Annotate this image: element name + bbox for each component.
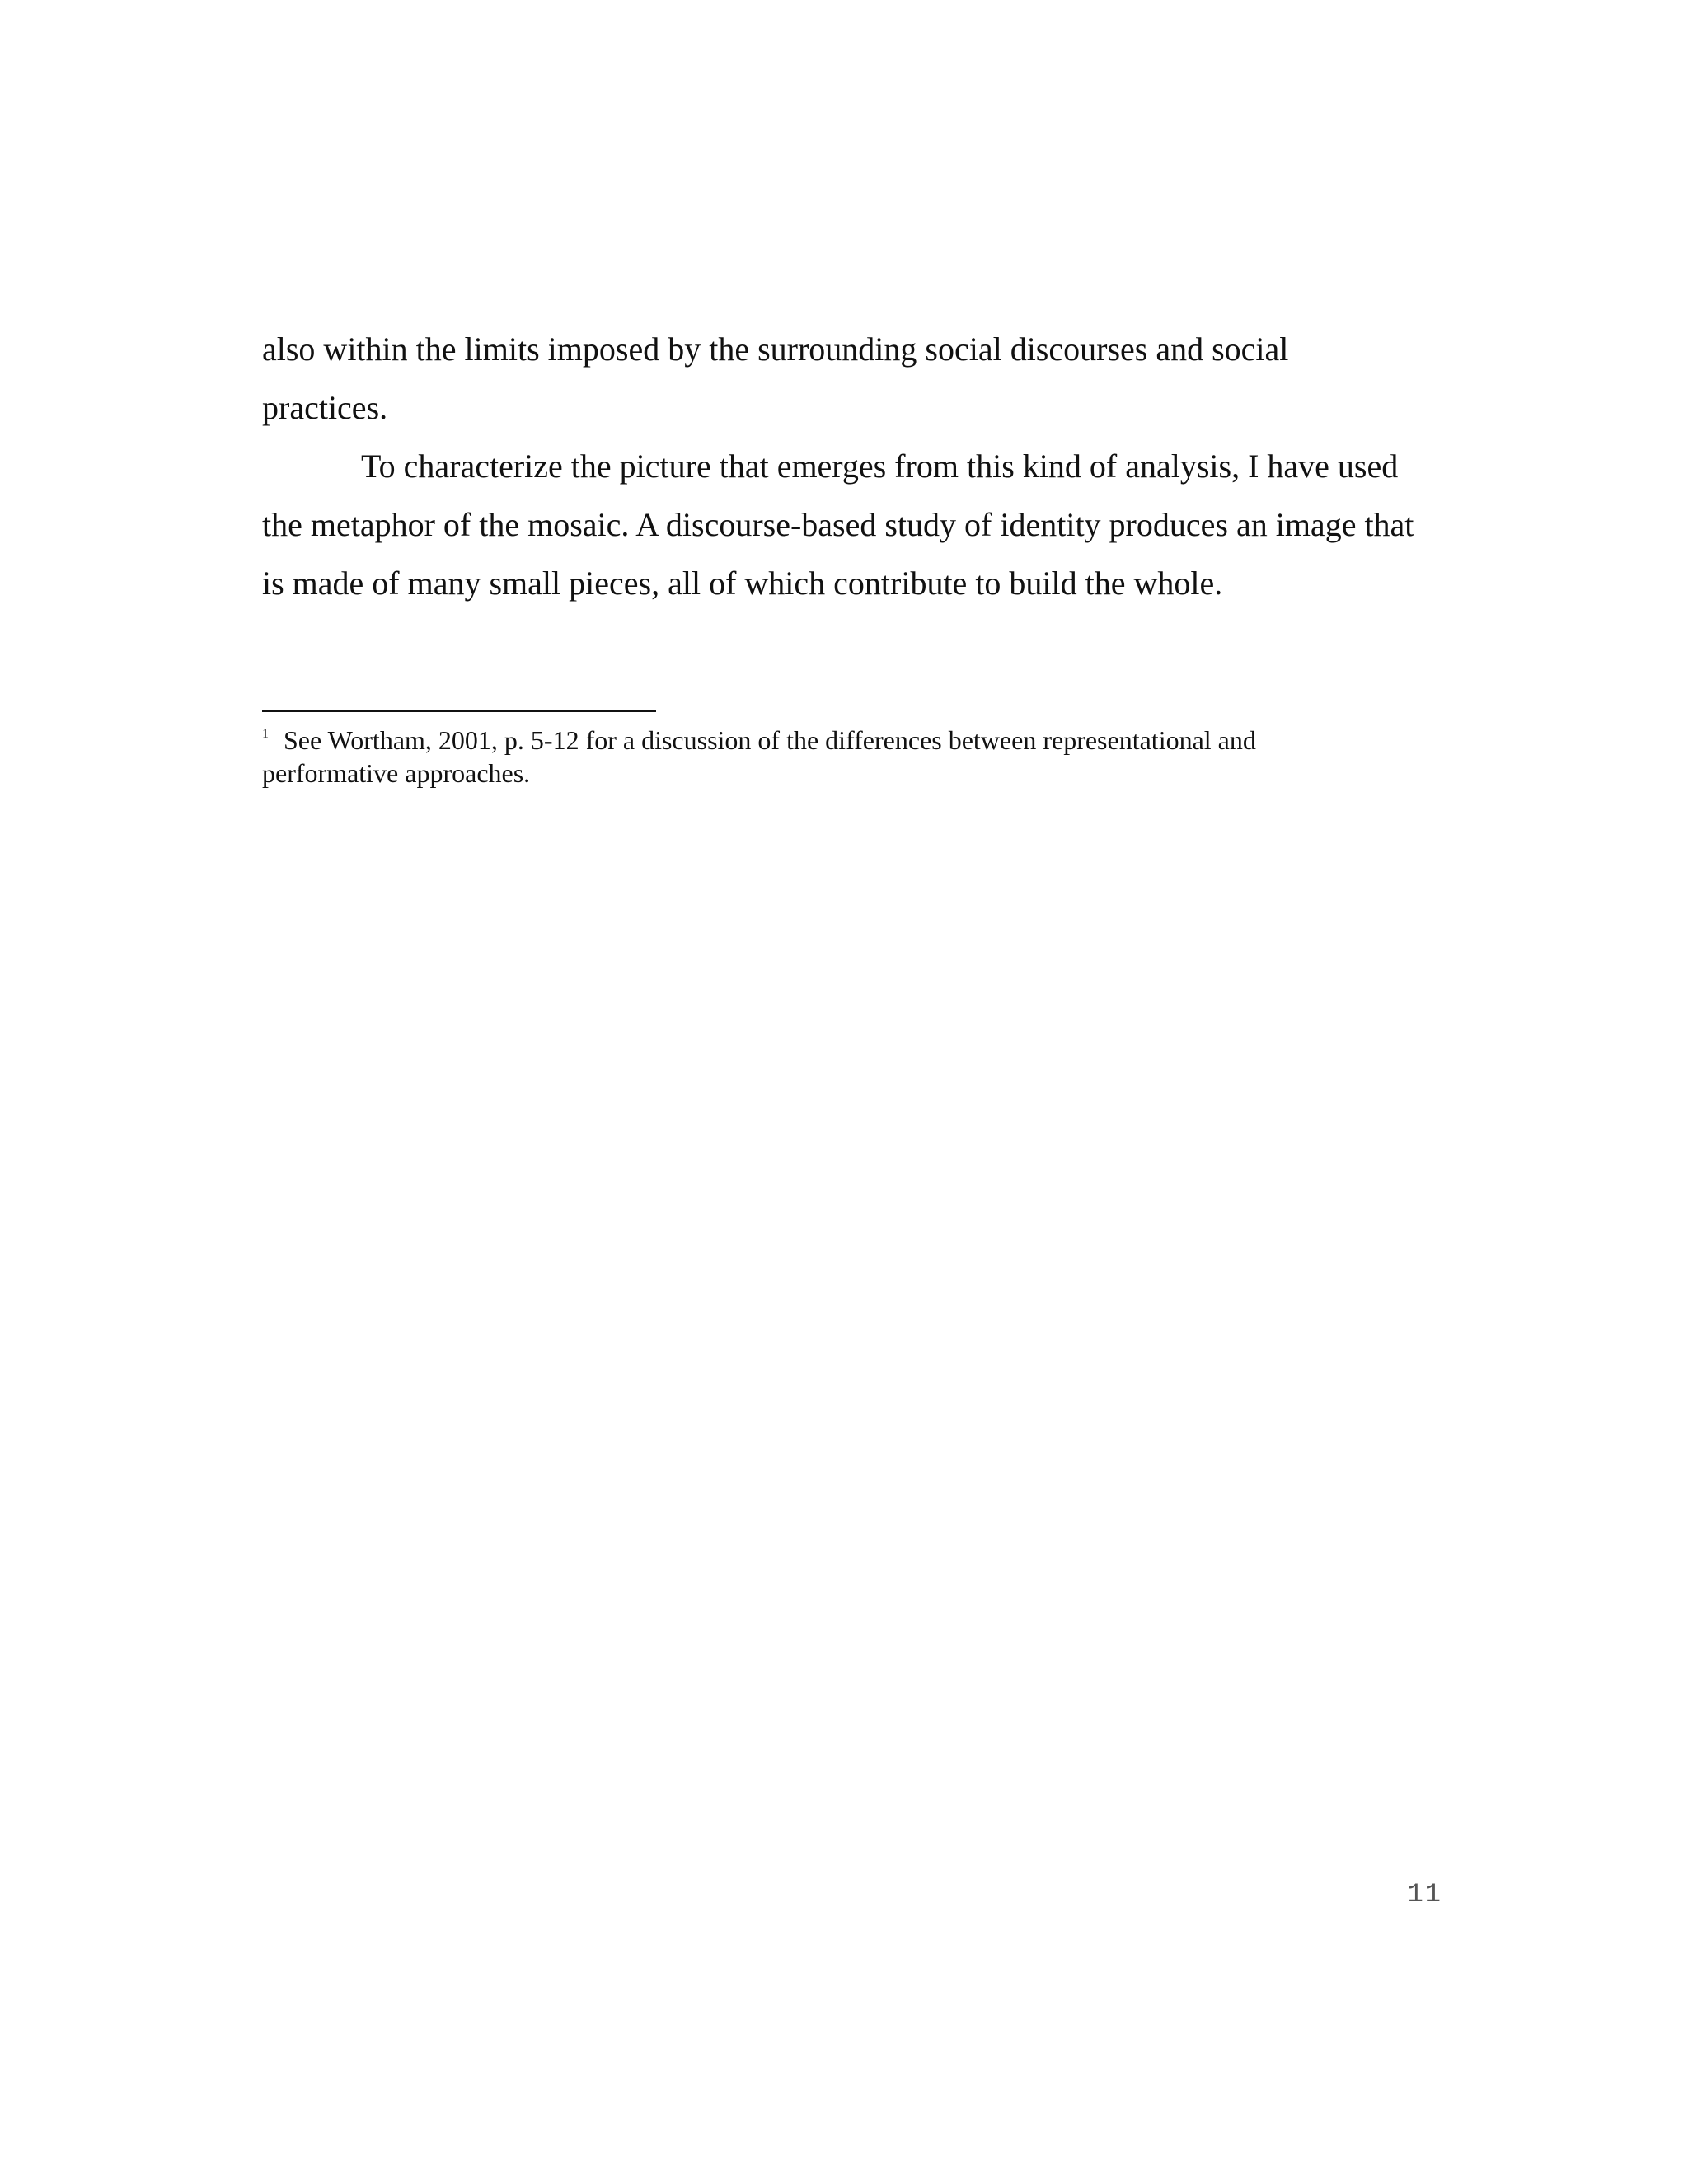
footnote-line [262, 724, 1432, 757]
body-line: To characterize the picture that emerges from this kind of analysis, I have used [361, 448, 1399, 485]
body-line: is made of many small pieces, all of which contribute to build the whole. [262, 565, 1223, 602]
footnote-line: performative approaches. [262, 758, 531, 788]
footnote [262, 724, 1432, 790]
paragraph-start [262, 437, 1426, 495]
page-number: 11 [1407, 1879, 1442, 1910]
body-line: also within the limits imposed by the surrounding social discourses and social [262, 330, 1289, 368]
body-text [262, 320, 1426, 612]
body-line: practices. [262, 389, 388, 426]
footnote-separator [262, 710, 656, 712]
footnote-marker: 1 [262, 727, 269, 741]
body-line: the metaphor of the mosaic. A discourse-based study of identity produces an image that [262, 506, 1414, 543]
footnote-text: See Wortham, 2001, p. 5-12 for a discussion of the differences between representational and [284, 725, 1256, 755]
